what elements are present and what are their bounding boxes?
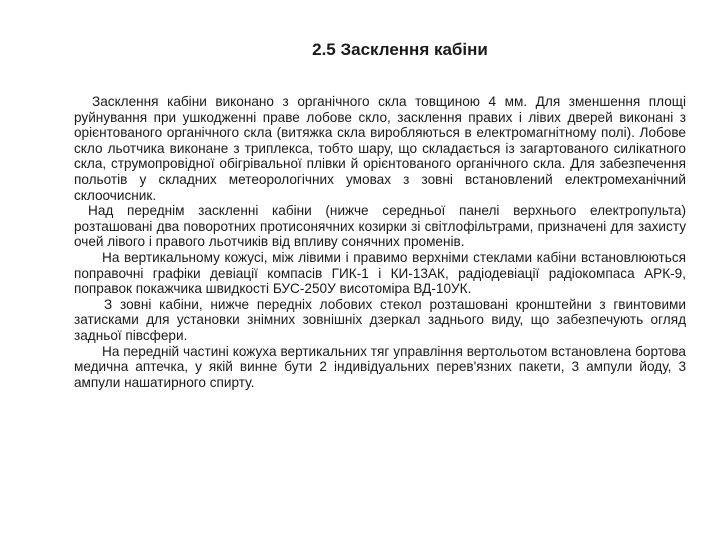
paragraph: На передній частині кожуха вертикальних тяг управління вертольотом встановлена бортова медична аптечка, у якій винне бути 2 індивідуальних перев'язних пакети, 3 ампули йоду, 3 ампули нашатирного спирту.	[74, 343, 686, 390]
paragraph: Над переднім заскленні кабіни (нижче середньої панелі верхнього електропульта) розташовані два поворотних протисонячних козирки зі світлофільтрами, призначені для захисту очей лівого і правого льотчиків від впливу сонячних променів.	[74, 203, 686, 250]
paragraph: На вертикальному кожусі, між лівими і правимо верхніми стеклами кабіни встановлюються поправочні графіки девіації компасів ГИК-1 і КИ-13АК, радіодевіації радіокомпаса АРК-9, поправок покажчика швидкості БУС-250У висотоміра ВД-10УК.	[74, 249, 686, 297]
document-body	[74, 94, 686, 390]
paragraph: З зовні кабіни, нижче передніх лобових стекол розташовані кронштейни з гвинтовими затисками для установки знімних зовнішніх дзеркал заднього виду, що забезпечують огляд задньої півсфери.	[74, 296, 686, 343]
paragraph: Засклення кабіни виконано з органічного скла товщиною 4 мм. Для зменшення площі руйнування при ушкодженні праве лобове скло, засклення правих і лівих дверей виконані з орієнтованого органічного скла (витяжка скла виробляються в електромагнітному полі). Лобове скло льотчика виконане з триплекса, тобто шару, що складається із загартованого силікатного скла, струмопровідної обігрівальної плівки й орієнтованого органічного скла. Для забезпечення польотів у складних метеорологічних умовах з зовні встановлений електромеханічний склоочисник.	[74, 94, 686, 203]
section-title: 2.5 Засклення кабіни	[312, 40, 488, 59]
